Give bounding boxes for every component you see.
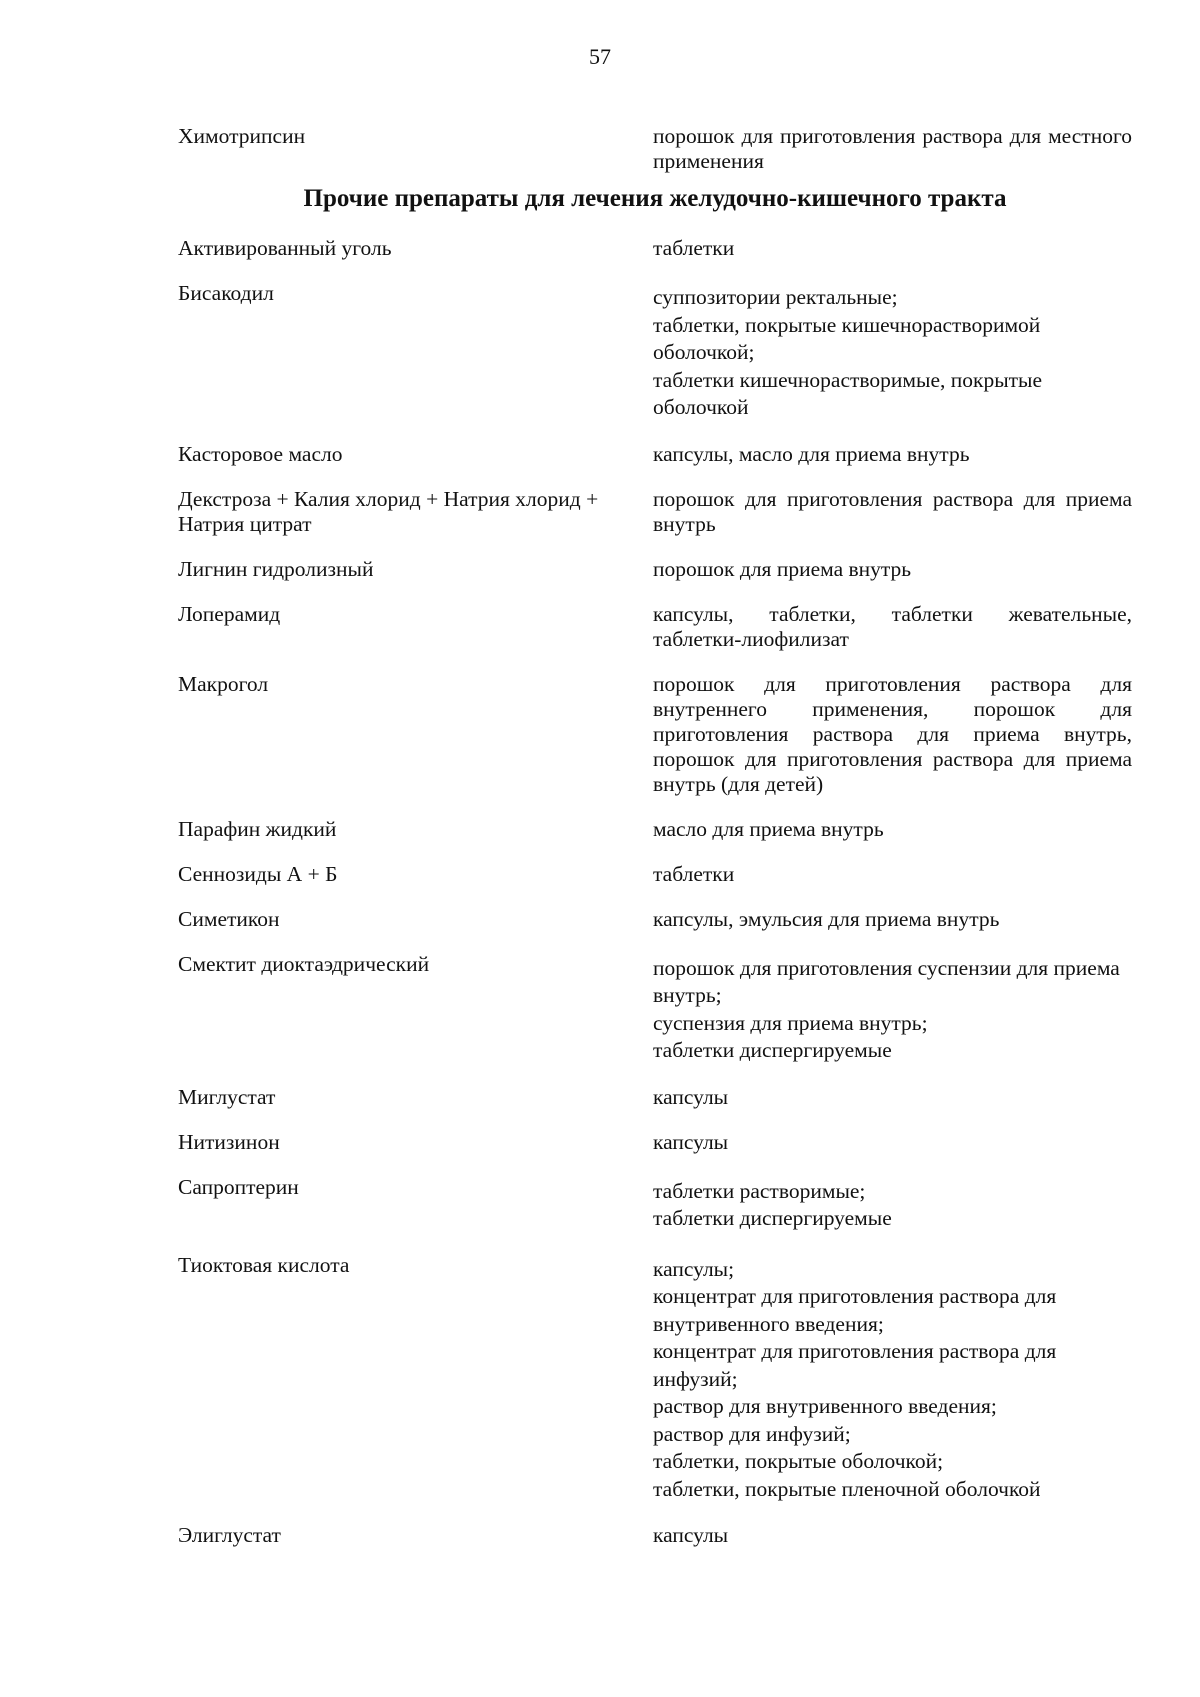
drug-form: [653, 1175, 1132, 1253]
drug-form-line: порошок для приготовления суспензии для приема внутрь;: [653, 955, 1120, 1007]
drug-form: [653, 281, 1132, 442]
drug-form: капсулы: [653, 1129, 729, 1154]
table-row: [178, 124, 1132, 184]
drug-form-line: таблетки, покрытые пленочной оболочкой: [653, 1476, 1041, 1501]
drug-form-line: таблетки диспергируемые: [653, 1038, 892, 1062]
drug-form-line: капсулы;: [653, 1256, 735, 1281]
drug-form-line: раствор для инфузий;: [653, 1421, 851, 1446]
drug-name: Химотрипсин: [178, 124, 306, 148]
table-row: [178, 952, 1132, 1085]
drug-form-line: таблетки диспергируемые: [653, 1206, 892, 1230]
drug-name: Парафин жидкий: [178, 816, 337, 841]
drug-form-line: раствор для внутривенного введения;: [653, 1394, 997, 1418]
drug-form: порошок для приготовления раствора для приема внутрь: [653, 486, 1132, 536]
drug-form: капсулы, таблетки, таблетки жевательные, таблетки-лиофилизат: [653, 601, 1132, 651]
drug-form: порошок для приготовления раствора для внутреннего применения, порошок для приготовления раствора для приема внутрь, порошок для приготовления раствора для приема внутрь (для детей): [653, 671, 1132, 796]
drug-table: [178, 124, 1132, 1568]
drug-name: Бисакодил: [178, 281, 274, 305]
drug-name: Симетикон: [178, 906, 280, 931]
table-row: [178, 1085, 1132, 1130]
table-row: [178, 236, 1132, 281]
drug-form-line: суспензия для приема внутрь;: [653, 1010, 928, 1035]
section-heading-row: [178, 184, 1132, 236]
table-row: [178, 602, 1132, 672]
drug-form: капсулы, эмульсия для приема внутрь: [653, 906, 1000, 931]
table-row: [178, 862, 1132, 907]
drug-form: таблетки: [653, 236, 735, 260]
drug-form: капсулы: [653, 1523, 729, 1547]
drug-form-line: таблетки растворимые;: [653, 1178, 866, 1203]
drug-form: таблетки: [653, 861, 735, 886]
table-row: [178, 1253, 1132, 1524]
drug-name: Нитизинон: [178, 1129, 280, 1154]
section-title: Прочие препараты для лечения желудочно-кишечного тракта: [303, 185, 1007, 212]
page-number: 57: [589, 44, 611, 69]
drug-form: капсулы: [653, 1084, 729, 1109]
drug-form-line: концентрат для приготовления раствора для внутривенного введения;: [653, 1284, 1057, 1336]
drug-name: Декстроза + Калия хлорид + Натрия хлорид + Натрия цитрат: [178, 486, 599, 536]
drug-name: Сапроптерин: [178, 1174, 299, 1199]
drug-name: Смектит диоктаэдрический: [178, 951, 430, 976]
drug-name: Касторовое масло: [178, 441, 343, 466]
drug-form-line: таблетки кишечнорастворимые, покрытые оболочкой: [653, 367, 1043, 419]
drug-name: Тиоктовая кислота: [178, 1252, 350, 1277]
table-row: [178, 1130, 1132, 1175]
drug-name: Лигнин гидролизный: [178, 556, 374, 581]
table-row: [178, 817, 1132, 862]
table-row: [178, 442, 1132, 487]
drug-form: масло для приема внутрь: [653, 816, 884, 841]
drug-name: Миглустат: [178, 1084, 276, 1109]
drug-name: Макрогол: [178, 671, 269, 696]
drug-form: капсулы, масло для приема внутрь: [653, 441, 970, 466]
drug-form-line: концентрат для приготовления раствора для инфузий;: [653, 1339, 1057, 1391]
drug-name: Активированный уголь: [178, 236, 392, 260]
table-row: [178, 672, 1132, 817]
drug-name: Сеннозиды А + Б: [178, 861, 338, 886]
drug-name: Элиглустат: [178, 1523, 281, 1547]
drug-name: Лоперамид: [178, 601, 281, 626]
table-row: [178, 1175, 1132, 1253]
table-row: [178, 281, 1132, 442]
drug-form-line: таблетки, покрытые оболочкой;: [653, 1449, 944, 1473]
drug-form-line: суппозитории ректальные;: [653, 285, 898, 309]
drug-form: порошок для приема внутрь: [653, 556, 912, 581]
drug-form: [653, 1253, 1132, 1524]
drug-form-line: таблетки, покрытые кишечнорастворимой оболочкой;: [653, 312, 1041, 364]
drug-form: [653, 952, 1132, 1085]
table-row: [178, 557, 1132, 602]
table-row: [178, 907, 1132, 952]
table-row: [178, 1523, 1132, 1568]
drug-form: порошок для приготовления раствора для местного применения: [653, 124, 1132, 173]
table-row: [178, 487, 1132, 557]
